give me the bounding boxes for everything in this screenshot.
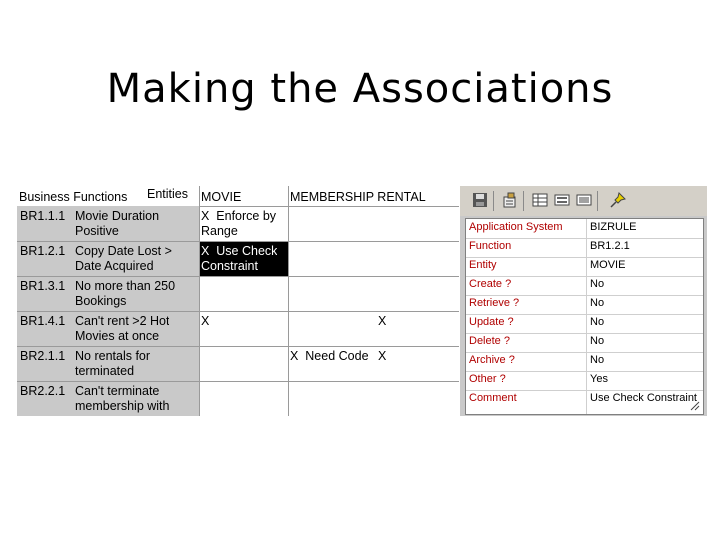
row-description: Positive bbox=[75, 224, 119, 238]
column-divider bbox=[199, 186, 200, 416]
resize-grip-icon[interactable] bbox=[690, 401, 700, 411]
property-name: Function bbox=[469, 240, 512, 252]
movie-cell[interactable]: X Use Check bbox=[201, 244, 278, 258]
property-value[interactable]: No bbox=[590, 354, 605, 366]
movie-cell[interactable]: X bbox=[201, 314, 210, 328]
property-value[interactable]: No bbox=[590, 316, 605, 328]
property-row[interactable] bbox=[466, 238, 703, 258]
row-description: Can't terminate bbox=[75, 384, 160, 398]
column-header-movie[interactable]: MOVIE bbox=[201, 190, 242, 204]
row-divider bbox=[17, 276, 459, 277]
row-description: Movies at once bbox=[75, 329, 160, 343]
property-row[interactable] bbox=[466, 257, 703, 277]
row-description: Bookings bbox=[75, 294, 127, 308]
property-row[interactable] bbox=[466, 352, 703, 372]
row-description: membership with bbox=[75, 399, 170, 413]
row-description: Can't rent >2 Hot bbox=[75, 314, 170, 328]
property-row[interactable] bbox=[466, 314, 703, 334]
row-id: BR1.3.1 bbox=[20, 279, 66, 293]
row-divider bbox=[17, 241, 459, 242]
movie-cell[interactable]: Range bbox=[201, 224, 238, 238]
grid-view-icon[interactable] bbox=[532, 192, 548, 208]
toolbar-separator bbox=[523, 191, 524, 211]
property-toolbar bbox=[460, 186, 707, 216]
row-divider bbox=[17, 381, 459, 382]
save-icon[interactable] bbox=[472, 192, 488, 208]
property-value[interactable]: No bbox=[590, 297, 605, 309]
movie-cell[interactable]: X Enforce by bbox=[201, 209, 277, 223]
row-id: BR2.2.1 bbox=[20, 384, 66, 398]
pin-icon[interactable] bbox=[610, 192, 626, 208]
property-row[interactable] bbox=[466, 219, 703, 239]
membership-cell[interactable]: X bbox=[378, 349, 387, 363]
toolbar-separator bbox=[493, 191, 494, 211]
property-name: Entity bbox=[469, 259, 497, 271]
header-entities: Entities bbox=[147, 187, 188, 201]
property-name: Retrieve ? bbox=[469, 297, 520, 309]
row-id: BR1.4.1 bbox=[20, 314, 66, 328]
row-description: No rentals for bbox=[75, 349, 151, 363]
header-business-functions: Business Functions bbox=[19, 190, 128, 204]
property-value[interactable]: Yes bbox=[590, 373, 608, 385]
row-description: No more than 250 bbox=[75, 279, 176, 293]
slide-title: Making the Associations bbox=[106, 66, 614, 112]
row-id: BR2.1.1 bbox=[20, 349, 66, 363]
property-value[interactable]: MOVIE bbox=[590, 259, 626, 271]
toolbar-separator bbox=[597, 191, 598, 211]
membership-cell[interactable]: X bbox=[378, 314, 387, 328]
column-header-membership-rental[interactable]: MEMBERSHIP RENTAL bbox=[290, 190, 426, 204]
row-description: Copy Date Lost > bbox=[75, 244, 172, 258]
property-name: Delete ? bbox=[469, 335, 510, 347]
properties-icon[interactable] bbox=[502, 192, 518, 208]
row-description: Date Acquired bbox=[75, 259, 154, 273]
movie-cell[interactable]: Constraint bbox=[201, 259, 258, 273]
row-description: terminated bbox=[75, 364, 135, 378]
property-name: Update ? bbox=[469, 316, 514, 328]
row-id: BR1.1.1 bbox=[20, 209, 66, 223]
property-value[interactable]: BR1.2.1 bbox=[590, 240, 630, 252]
column-divider bbox=[288, 186, 289, 416]
property-row[interactable] bbox=[466, 371, 703, 391]
property-palette bbox=[460, 186, 707, 416]
property-value[interactable]: No bbox=[590, 278, 605, 290]
property-row[interactable] bbox=[466, 276, 703, 296]
detail-view-icon[interactable] bbox=[554, 192, 570, 208]
property-sheet bbox=[465, 218, 704, 415]
property-value[interactable]: No bbox=[590, 335, 605, 347]
property-value[interactable]: Use Check Constraint bbox=[590, 392, 697, 404]
property-row[interactable] bbox=[466, 333, 703, 353]
function-entity-matrix bbox=[17, 186, 459, 416]
row-description: Movie Duration bbox=[75, 209, 160, 223]
property-name: Create ? bbox=[469, 278, 512, 290]
row-divider bbox=[17, 346, 459, 347]
matrix-header bbox=[17, 186, 459, 207]
property-name: Other ? bbox=[469, 373, 506, 385]
row-divider bbox=[17, 311, 459, 312]
list-view-icon[interactable] bbox=[576, 192, 592, 208]
property-name: Archive ? bbox=[469, 354, 515, 366]
property-row[interactable] bbox=[466, 390, 703, 409]
property-name: Application System bbox=[469, 221, 563, 233]
property-name: Comment bbox=[469, 392, 517, 404]
property-value[interactable]: BIZRULE bbox=[590, 221, 637, 233]
row-id: BR1.2.1 bbox=[20, 244, 66, 258]
membership-cell[interactable]: X Need Code bbox=[290, 349, 369, 363]
property-row[interactable] bbox=[466, 295, 703, 315]
